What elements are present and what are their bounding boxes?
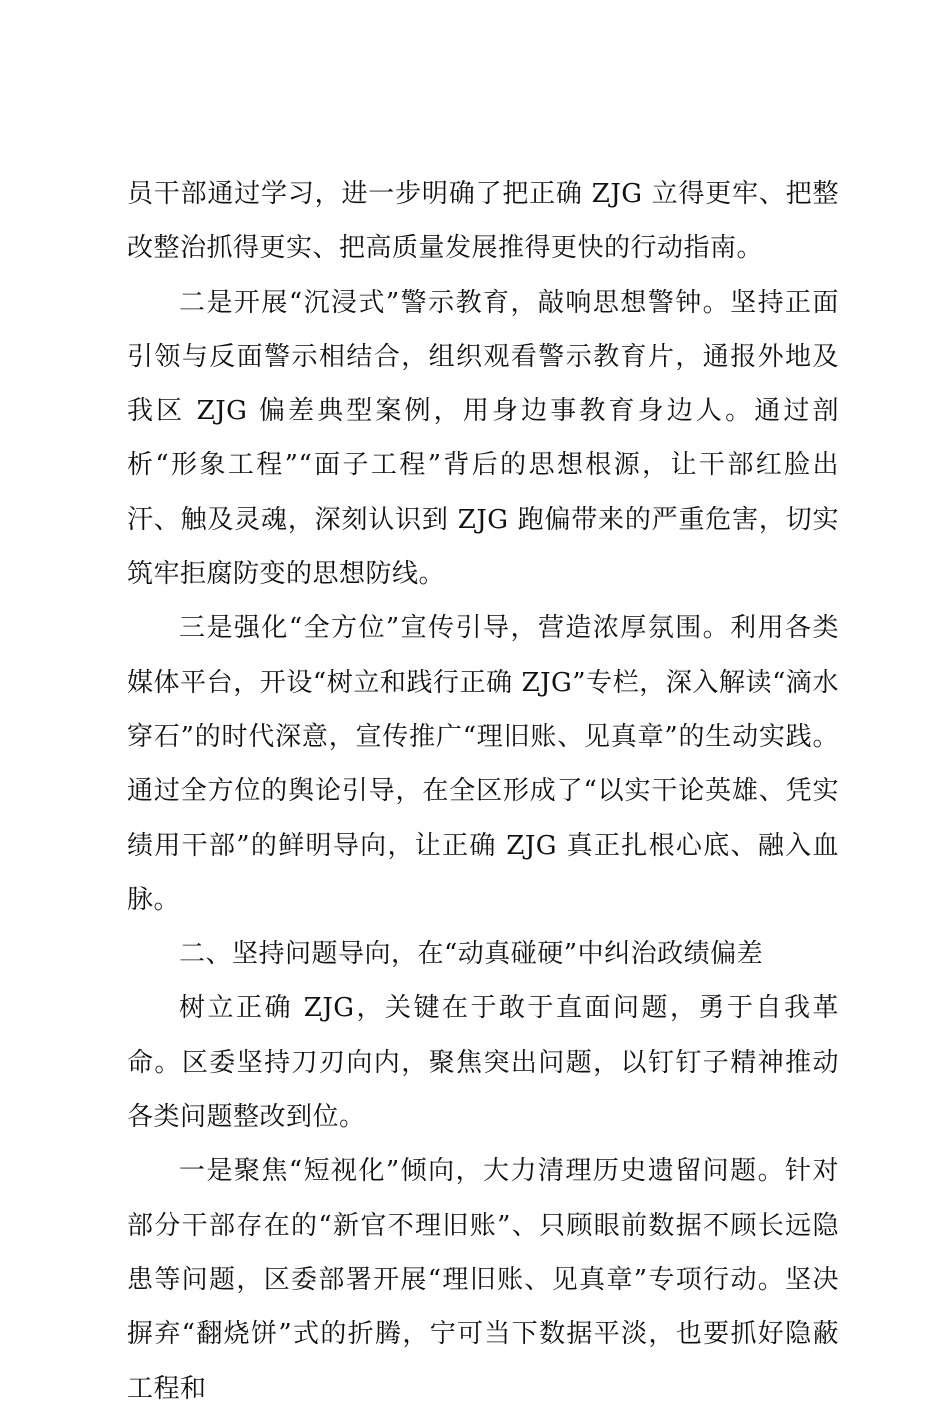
paragraph-warning-education: 二是开展“沉浸式”警示教育，敲响思想警钟。坚持正面引领与反面警示相结合，组织观看警示教育片，通报外地及我区 ZJG 偏差典型案例，用身边事教育身边人。通过剖析“形象工程”“面子工程”背后的思想根源，让干部红脸出汗、触及灵魂，深刻认识到 ZJG 跑偏带来的严重危害，切实筑牢拒腐防变的思想防线。 xyxy=(127,287,839,590)
paragraph-section-intro: 树立正确 ZJG，关键在于敢于直面问题，勇于自我革命。区委坚持刀刃向内，聚焦突出问题，以钉钉子精神推动各类问题整改到位。 xyxy=(127,993,839,1133)
paragraph-continuation: 员干部通过学习，进一步明确了把正确 ZJG 立得更牢、把整改整治抓得更实、把高质量发展推得更快的行动指南。 xyxy=(127,179,839,264)
paragraph-short-sightedness: 一是聚焦“短视化”倾向，大力清理历史遗留问题。针对部分干部存在的“新官不理旧账”、只顾眼前数据不顾长远隐患等问题，区委部署开展“理旧账、见真章”专项行动。坚决摒弃“翻烧饼”式的折腾，宁可当下数据平淡，也要抓好隐蔽工程和 xyxy=(127,1156,839,1404)
paragraph-publicity-guidance: 三是强化“全方位”宣传引导，营造浓厚氛围。利用各类媒体平台，开设“树立和践行正确 ZJG”专栏，深入解读“滴水穿石”的时代深意，宣传推广“理旧账、见真章”的生动实践。通过全方位的舆论引导，在全区形成了“以实干论英雄、凭实绩用干部”的鲜明导向，让正确 ZJG 真正扎根心底、融入血脉。 xyxy=(127,613,839,915)
document-body xyxy=(127,167,839,1416)
section-heading-problem-oriented: 二、坚持问题导向，在“动真碰硬”中纠治政绩偏差 xyxy=(179,939,764,970)
